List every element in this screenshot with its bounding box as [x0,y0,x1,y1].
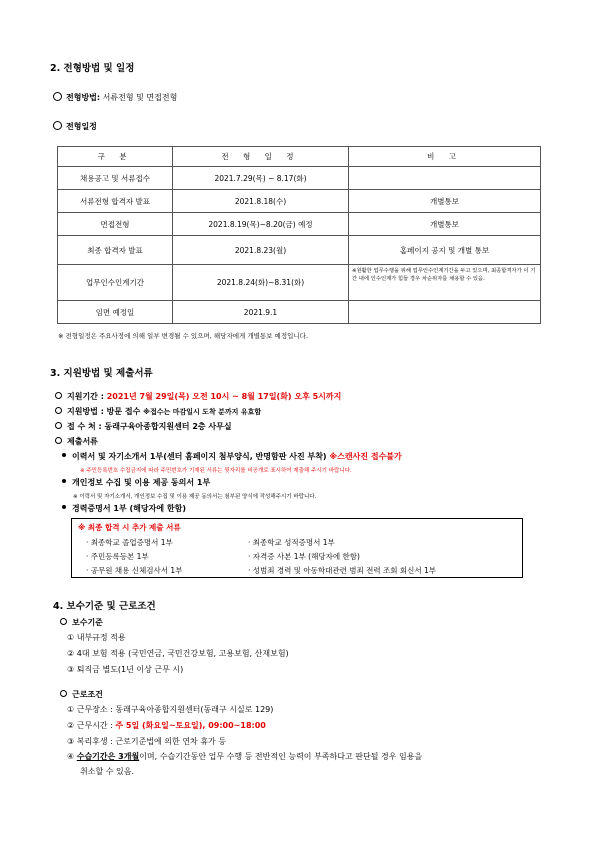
doc2-text: 개인정보 수집 및 이용 제공 동의서 1부 [72,478,211,487]
apply-method-line [55,406,261,417]
table-cell [349,301,541,324]
work-item: ④ 수습기간은 3개월이며, 수습기간동안 업무 수행 등 전반적인 능력이 부족하다고 판단될 경우 임용을 [67,752,423,761]
doc3-line [62,503,186,514]
section2-title: 2. 전형방법 및 일정 [50,63,135,74]
table-cell: 2021.8.24(화)~8.31(화) [173,265,349,301]
work-label: 근로조건 [72,690,103,699]
probation-period: 수습기간은 3개월 [76,752,140,761]
bullet-dot-icon [62,453,66,457]
doc3-text: 경력증명서 1부 (해당자에 한함) [72,504,186,513]
schedule-heading [53,121,97,132]
table-row [58,301,541,324]
table-cell: 면접전형 [58,213,173,236]
period-line [55,391,341,402]
circle-bullet-icon [60,690,67,697]
table-header: 비 고 [349,147,541,167]
circle-bullet-icon [53,92,62,101]
doc1-warning: ※스캔사진 접수불가 [329,452,402,461]
doc1-text: 이력서 및 자기소개서 1부(센터 홈페이지 첨부양식, 반명함판 사진 부착) [72,452,330,461]
pay-item: ① 내부규정 적용 [67,633,126,642]
list-item: · 주민등록등본 1부 [86,552,149,561]
doc1-note: ※ 주민등록번호 수집금지에 따라 주민번호가 기재된 서류는 뒷자리를 비공개로 표시하여 제출해 주시기 바랍니다. [80,468,352,474]
table-cell: 개별통보 [349,190,541,213]
docs-heading [55,436,98,447]
doc2-note: ※ 이력서 및 자기소개서, 개인정보 수집 및 이용 제공 동의서는 첨부된 양식에 작성해주시기 바랍니다. [73,494,317,500]
place-line [55,421,232,432]
work-heading [60,689,103,700]
schedule-footnote: ※ 전형일정은 주요사정에 의해 일부 변경될 수 있으며, 해당자에게 개별통보 예정입니다. [58,332,309,340]
circle-bullet-icon [55,437,62,444]
method-line [53,92,177,103]
schedule-table [57,146,541,324]
work-item-continuation: 취소할 수 있음. [80,767,134,776]
additional-docs-box [71,518,523,578]
pay-item: ③ 퇴직금 별도(1년 이상 근무 시) [67,665,184,674]
table-cell: 2021.8.19(목)~8.20(금) 예정 [173,213,349,236]
method-label: 전형방법: [66,93,101,102]
table-row [58,236,541,265]
work-item: ③ 복리후생 : 근로기준법에 의한 연차 휴가 등 [67,737,227,746]
docs-label: 제출서류 [67,437,98,446]
pay-heading [60,617,103,628]
table-cell: 2021.7.29(목) ~ 8.17(화) [173,167,349,190]
work-item: ① 근무장소 : 동래구육아종합지원센터(동래구 시실로 129) [67,705,274,714]
table-row [58,213,541,236]
method-value: 서류전형 및 면접전형 [100,93,178,102]
pay-label: 보수기준 [72,618,103,627]
table-cell: 서류전형 합격자 발표 [58,190,173,213]
table-cell: 최종 합격자 발표 [58,236,173,265]
work-item: ② 근무시간 : 주 5일 (화요일~토요일), 09:00~18:00 [67,721,266,730]
list-item: · 최종학교 졸업증명서 1부 [86,538,173,547]
work-hours: 주 5일 (화요일~토요일), 09:00~18:00 [115,721,266,730]
table-cell: 2021.8.18(수) [173,190,349,213]
section3-title: 3. 지원방법 및 제출서류 [50,368,153,379]
table-header-row [58,147,541,167]
place-text: 접 수 처 : 동래구육아종합지원센터 2층 사무실 [67,422,232,431]
bullet-dot-icon [62,479,66,483]
apply-method-label: 지원방법 : 방문 접수 [67,407,144,416]
list-item: · 최종학교 성적증명서 1부 [248,538,335,547]
pay-item: ② 4대 보험 적용 (국민연금, 국민건강보험, 고용보험, 산재보험) [67,649,289,658]
circle-bullet-icon [55,392,62,399]
circle-bullet-icon [60,618,67,625]
list-item: · 성범죄 경력 및 아동학대관련 범죄 전력 조회 회신서 1부 [248,566,437,575]
circle-bullet-icon [55,407,62,414]
bullet-dot-icon [62,505,66,509]
list-item: · 공무원 채용 신체검사서 1부 [86,566,183,575]
table-cell: 개별통보 [349,213,541,236]
table-cell: 업무인수인계기간 [58,265,173,301]
schedule-label: 전형일정 [66,122,97,131]
period-label: 지원기간 : [67,392,107,401]
table-header: 전 형 일 정 [173,147,349,167]
section4-title: 4. 보수기준 및 근로조건 [53,601,156,612]
table-cell: 홈페이지 공지 및 개별 통보 [349,236,541,265]
table-cell-note: ※원활한 업무수행을 위해 업무인수인계기간을 두고 있으며, 최종합격자가 이 기간 내에 인수인계가 힘들 경우 차순위자를 채용할 수 있음. [349,265,541,301]
doc1-line [62,451,402,462]
doc2-line [62,477,210,488]
circle-bullet-icon [53,121,62,130]
period-value: 2021년 7월 29일(목) 오전 10시 ~ 8월 17일(화) 오후 5시까지 [106,392,342,401]
circle-bullet-icon [55,422,62,429]
table-cell: 2021.9.1 [173,301,349,324]
table-row [58,265,541,301]
table-row [58,190,541,213]
table-cell: 임면 예정일 [58,301,173,324]
list-item: · 자격증 사본 1부 (해당자에 한함) [248,552,360,561]
table-cell: 채용공고 및 서류접수 [58,167,173,190]
table-row [58,167,541,190]
box-title: ※ 최종 합격 시 추가 제출 서류 [78,523,181,532]
table-cell: 2021.8.23(월) [173,236,349,265]
table-cell [349,167,541,190]
table-header: 구 분 [58,147,173,167]
apply-method-note: ※접수는 마감일시 도착 분까지 유효함 [143,408,262,416]
